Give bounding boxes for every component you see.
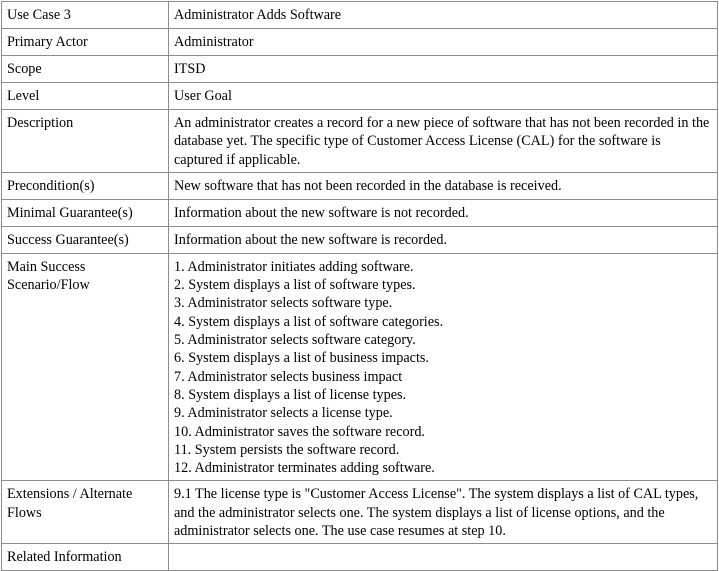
flow-step: 10. Administrator saves the software record. (174, 423, 425, 440)
use-case-table (1, 1, 718, 571)
flow-step: 7. Administrator selects business impact (174, 368, 403, 385)
flow-step: 9. Administrator selects a license type. (174, 405, 393, 422)
table-row-level (2, 83, 718, 110)
main-flow-steps-cell (169, 253, 718, 481)
related-information-value (169, 544, 718, 571)
main-flow-step-list (174, 258, 713, 478)
primary-actor-value: Administrator (169, 29, 718, 56)
main-flow-label: Main Success Scenario/Flow (2, 253, 169, 481)
table-row-minimal-guarantees (2, 199, 718, 226)
table-row-scope (2, 56, 718, 83)
use-case-title: Administrator Adds Software (169, 2, 718, 29)
scope-label: Scope (2, 56, 169, 83)
table-row-related-information (2, 544, 718, 571)
table-row-preconditions (2, 172, 718, 199)
flow-step: 12. Administrator terminates adding software. (174, 460, 435, 477)
flow-step: 8. System displays a list of license types. (174, 386, 407, 403)
table-row-description (2, 110, 718, 173)
flow-step: 5. Administrator selects software category. (174, 332, 416, 349)
table-row-primary-actor (2, 29, 718, 56)
extensions-label: Extensions / Alternate Flows (2, 481, 169, 544)
minimal-guarantees-value: Information about the new software is not recorded. (169, 199, 718, 226)
flow-step: 3. Administrator selects software type. (174, 295, 393, 312)
scope-value: ITSD (169, 56, 718, 83)
flow-step: 6. System displays a list of business impacts. (174, 350, 429, 367)
table-row-main-flow (2, 253, 718, 481)
table-row-success-guarantees (2, 226, 718, 253)
success-guarantees-value: Information about the new software is recorded. (169, 226, 718, 253)
use-case-label: Use Case 3 (2, 2, 169, 29)
primary-actor-label: Primary Actor (2, 29, 169, 56)
flow-step: 2. System displays a list of software types. (174, 277, 416, 294)
related-information-label: Related Information (2, 544, 169, 571)
level-value: User Goal (169, 83, 718, 110)
extensions-value: 9.1 The license type is "Customer Access License". The system displays a list of CAL types, and the administrator selects one. The system displays a list of license options, and the administrator selects one. The use case resumes at step 10. (169, 481, 718, 544)
flow-step: 1. Administrator initiates adding software. (174, 258, 414, 275)
level-label: Level (2, 83, 169, 110)
minimal-guarantees-label: Minimal Guarantee(s) (2, 199, 169, 226)
description-label: Description (2, 110, 169, 173)
table-row-extensions (2, 481, 718, 544)
flow-step: 11. System persists the software record. (174, 441, 400, 458)
preconditions-label: Precondition(s) (2, 172, 169, 199)
preconditions-value: New software that has not been recorded in the database is received. (169, 172, 718, 199)
flow-step: 4. System displays a list of software categories. (174, 313, 444, 330)
description-value: An administrator creates a record for a new piece of software that has not been recorded in the database yet. The specific type of Customer Access License (CAL) for the software is captured if applicable. (169, 110, 718, 173)
success-guarantees-label: Success Guarantee(s) (2, 226, 169, 253)
table-row-use-case (2, 2, 718, 29)
